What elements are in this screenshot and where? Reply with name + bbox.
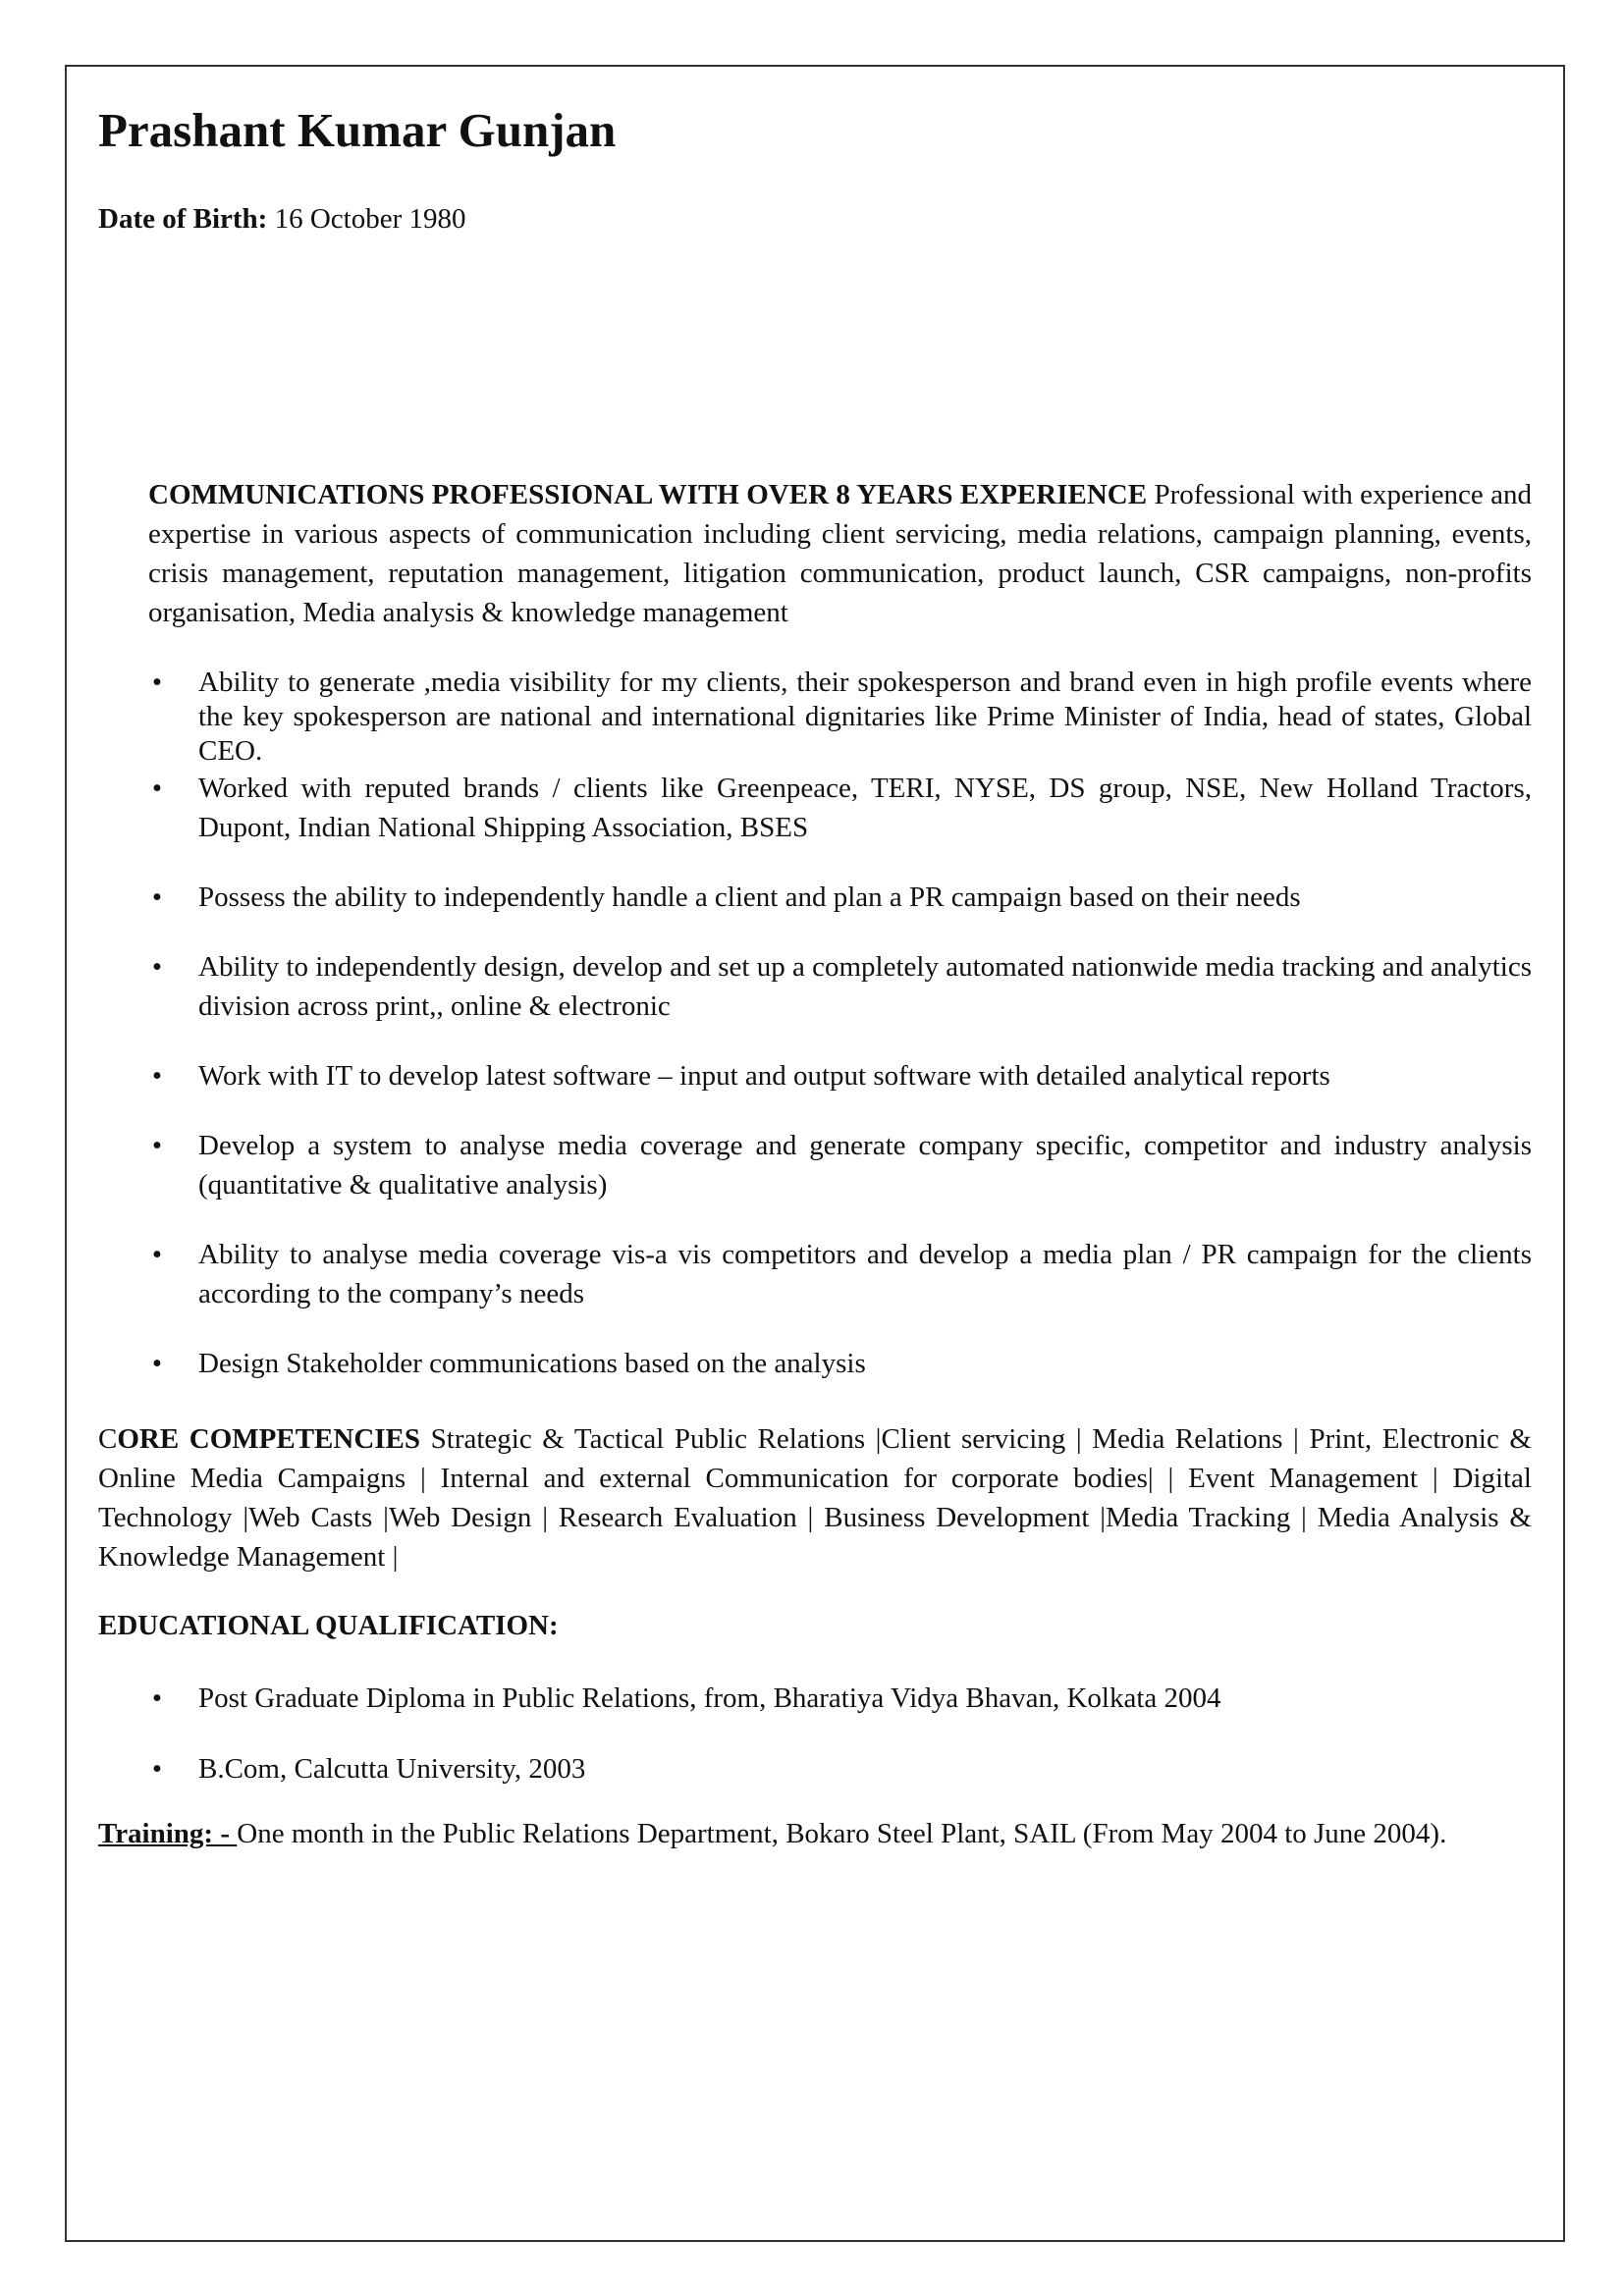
bullet-icon: •: [151, 1239, 163, 1270]
bullet-icon: •: [151, 1348, 163, 1379]
list-item: • Possess the ability to independently handle a client and plan a PR campaign based on their needs: [148, 878, 1532, 917]
education-list: [148, 1679, 1532, 1789]
bullet-icon: •: [151, 1753, 163, 1785]
list-item: • Post Graduate Diploma in Public Relations, from, Bharatiya Vidya Bhavan, Kolkata 2004: [148, 1679, 1532, 1718]
highlights-list: [148, 666, 1532, 1383]
core-heading: ORE COMPETENCIES: [117, 1423, 421, 1455]
candidate-name: Prashant Kumar Gunjan: [98, 103, 617, 157]
core-heading-initial: C: [98, 1423, 118, 1455]
list-item: • Ability to generate ,media visibility for my clients, their spokesperson and brand even in high profile events where the key spokesperson are national and international dignitaries like Prime Minister of India, head of states, Global CEO.: [148, 666, 1532, 769]
bullet-icon: •: [151, 1060, 163, 1092]
training-label: Training: -: [98, 1818, 238, 1849]
bullet-icon: •: [151, 1682, 163, 1714]
list-item: • Ability to independently design, develop and set up a completely automated nationwide media tracking and analytics division across print,, online & electronic: [148, 947, 1532, 1026]
list-item: • Worked with reputed brands / clients like Greenpeace, TERI, NYSE, DS group, NSE, New Holland Tractors, Dupont, Indian National Shipping Association, BSES: [148, 769, 1532, 847]
bullet-icon: •: [151, 881, 163, 913]
list-item: • Work with IT to develop latest software – input and output software with detailed analytical reports: [148, 1056, 1532, 1095]
professional-summary: [148, 475, 1532, 632]
training-text: One month in the Public Relations Department, Bokaro Steel Plant, SAIL (From May 2004 to June 2004).: [237, 1818, 1447, 1849]
core-competencies: [98, 1419, 1532, 1576]
bullet-icon: •: [151, 1130, 163, 1161]
dob-value: 16 October 1980: [267, 203, 466, 235]
core-text: Strategic & Tactical Public Relations |Client servicing | Media Relations | Print, Electronic & Online Media Campaigns | Internal and external Communication for corporate bodies| | Event Management | Digital Technology |Web Casts |Web Design | Research Evaluation | Business Development |Media Tracking | Media Analysis & Knowledge Management |: [98, 1423, 1532, 1573]
education-heading: EDUCATIONAL QUALIFICATION:: [98, 1610, 559, 1641]
list-item: • Develop a system to analyse media coverage and generate company specific, competitor and industry analysis (quantitative & qualitative analysis): [148, 1126, 1532, 1204]
summary-heading: COMMUNICATIONS PROFESSIONAL WITH OVER 8 YEARS EXPERIENCE: [148, 479, 1148, 510]
training: [98, 1814, 1492, 1853]
list-item: • Ability to analyse media coverage vis-a vis competitors and develop a media plan / PR campaign for the clients according to the company’s needs: [148, 1235, 1532, 1313]
summary-text: Professional with experience and expertise in various aspects of communication including client servicing, media relations, campaign planning, events, crisis management, reputation management, litigation communication, product launch, CSR campaigns, non-profits organisation, Media analysis & knowledge management: [148, 479, 1532, 628]
list-item: • Design Stakeholder communications based on the analysis: [148, 1344, 1532, 1383]
dob-label: Date of Birth:: [98, 203, 268, 235]
bullet-icon: •: [151, 667, 163, 698]
list-item: • B.Com, Calcutta University, 2003: [148, 1749, 1532, 1789]
bullet-icon: •: [151, 951, 163, 983]
bullet-icon: •: [151, 773, 163, 804]
date-of-birth: [98, 203, 466, 236]
